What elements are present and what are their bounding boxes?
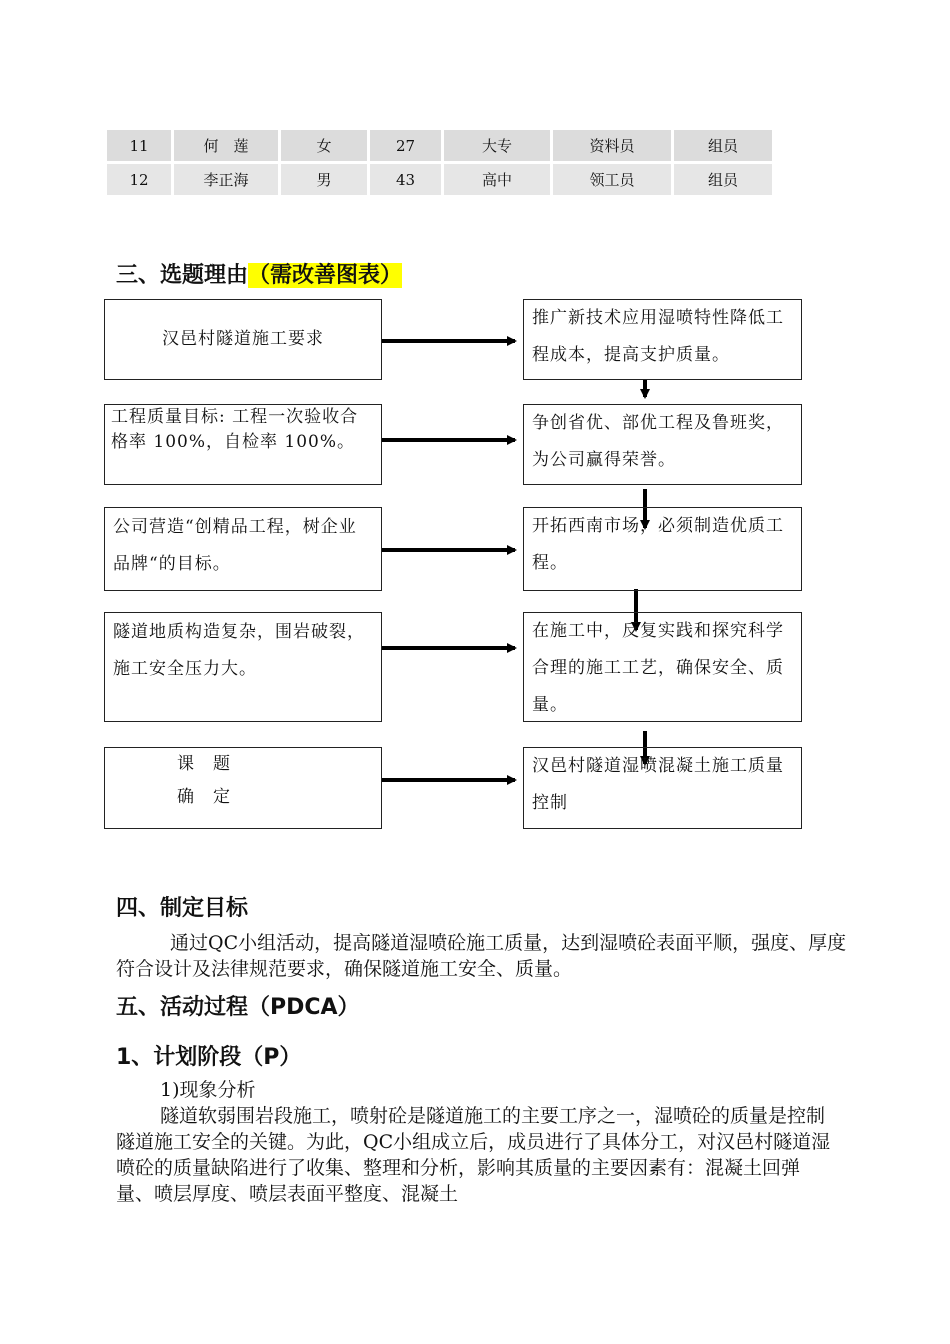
table-cell: 大专 <box>444 130 550 161</box>
topic-line: 确 定 <box>177 787 231 807</box>
table-cell: 27 <box>370 130 441 161</box>
section5-1-title: 1、计划阶段（P） <box>116 1045 302 1070</box>
section3-heading <box>116 258 402 289</box>
topic-line: 课 题 <box>177 754 231 774</box>
flow-left-box-topic <box>104 747 382 829</box>
flow-left-box: 隧道地质构造复杂，围岩破裂，施工安全压力大。 <box>104 612 382 722</box>
section3-note: （需改善图表） <box>248 263 403 288</box>
table-cell: 男 <box>281 164 367 195</box>
table-cell: 李正海 <box>174 164 278 195</box>
section4-title: 四、制定目标 <box>116 896 249 921</box>
table-cell: 组员 <box>674 130 772 161</box>
flow-left-box: 公司营造“创精品工程，树企业品牌“的目标。 <box>104 507 382 591</box>
section4-text: 通过QC小组活动，提高隧道湿喷砼施工质量，达到湿喷砼表面平顺，强度、厚度符合设计及法律规范要求，确保隧道施工安全、质量。 <box>116 932 847 980</box>
flow-right-box: 争创省优、部优工程及鲁班奖，为公司赢得荣誉。 <box>523 404 802 485</box>
table-row <box>107 130 772 161</box>
section5-1-text: 隧道软弱围岩段施工，喷射砼是隧道施工的主要工序之一，湿喷砼的质量是控制隧道施工安全的关键。为此，QC小组成立后，成员进行了具体分工，对汉邑村隧道湿喷砼的质量缺陷进行了收集、整理和分析，影响其质量的主要因素有：混凝土回弹量、喷层厚度、喷层表面平整度、混凝土 <box>116 1105 831 1205</box>
table-row <box>107 164 772 195</box>
flow-right-box: 开拓西南市场，必须制造优质工程。 <box>523 507 802 591</box>
section5-1-subtitle: 1)现象分析 <box>160 1079 256 1101</box>
flow-left-box: 工程质量目标: 工程一次验收合格率 100%，自检率 100%。 <box>104 404 382 485</box>
table-cell: 资料员 <box>553 130 671 161</box>
flow-right-box: 在施工中，反复实践和探究科学合理的施工工艺，确保安全、质量。 <box>523 612 802 722</box>
table-cell: 何 莲 <box>174 130 278 161</box>
table-cell: 领工员 <box>553 164 671 195</box>
table-cell: 11 <box>107 130 171 161</box>
table-cell: 高中 <box>444 164 550 195</box>
table-cell: 12 <box>107 164 171 195</box>
table-cell: 女 <box>281 130 367 161</box>
table-cell: 43 <box>370 164 441 195</box>
section3-title: 三、选题理由 <box>116 263 249 288</box>
table-cell: 组员 <box>674 164 772 195</box>
flow-right-box: 推广新技术应用湿喷特性降低工程成本，提高支护质量。 <box>523 299 802 380</box>
flow-right-box: 汉邑村隧道湿喷混凝土施工质量控制 <box>523 747 802 829</box>
members-table <box>104 127 775 198</box>
section5-title: 五、活动过程（PDCA） <box>116 995 360 1020</box>
flow-left-box: 汉邑村隧道施工要求 <box>104 299 382 380</box>
